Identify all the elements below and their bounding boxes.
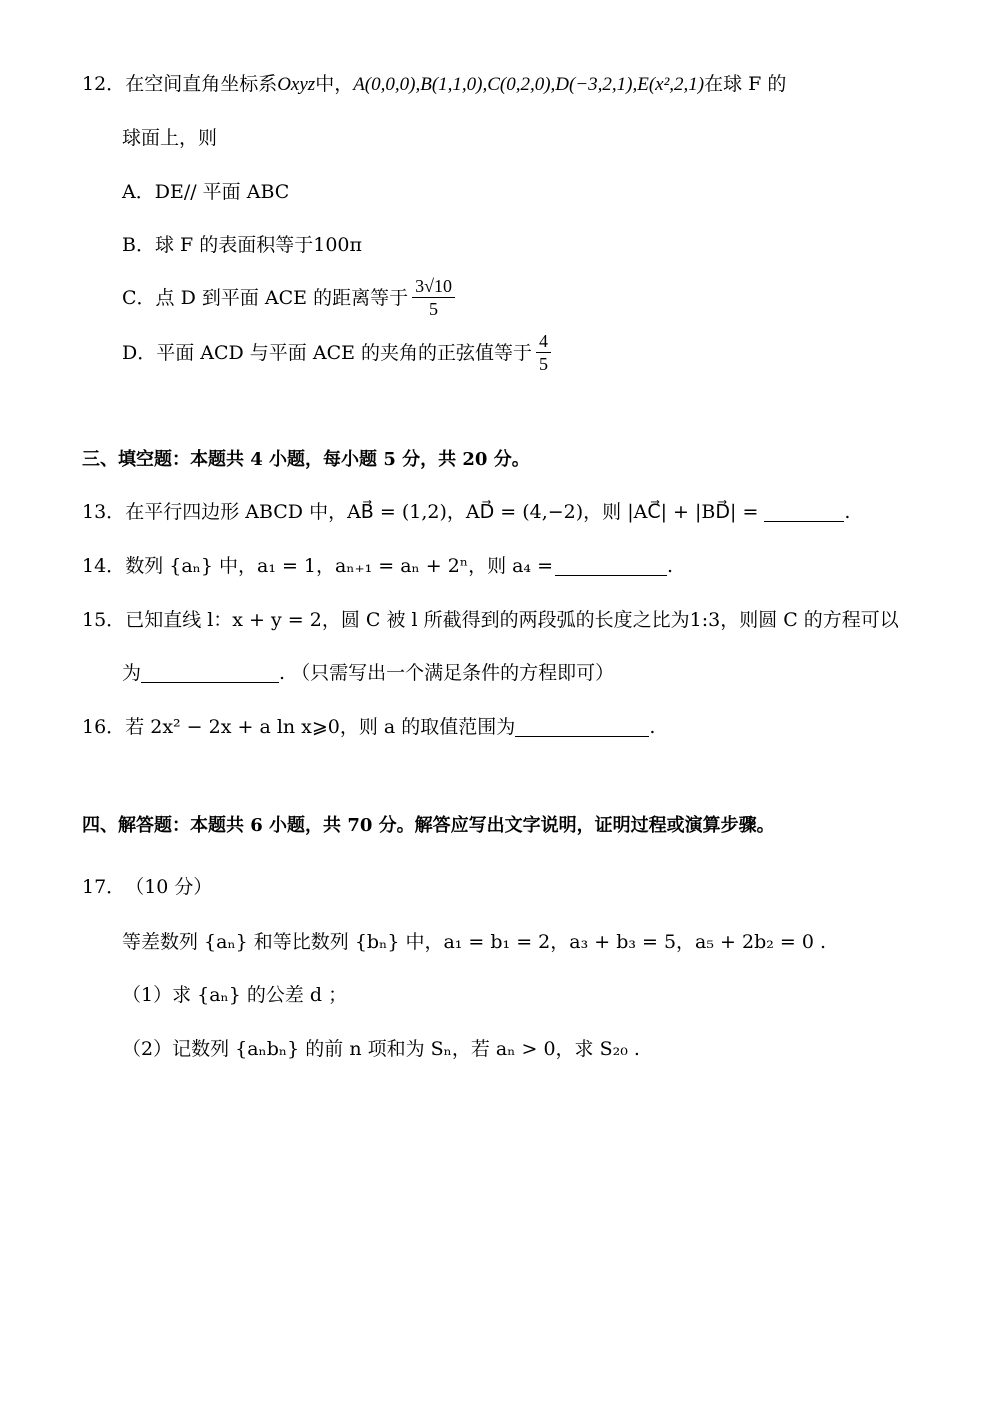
- q12-option-c-text: 点 D 到平面 ACE 的距离等于: [155, 286, 409, 309]
- q17-part1: （1）求 {aₙ} 的公差 d ；: [122, 983, 348, 1006]
- q12-option-d-denominator: 5: [539, 354, 549, 374]
- q13-line: [82, 498, 850, 526]
- q15-text-line2-post: . （只需写出一个满足条件的方程即可）: [279, 661, 615, 684]
- q12-option-b-text: 球 F 的表面积等于100π: [154, 233, 362, 256]
- q12-option-a-label: A．: [122, 180, 155, 203]
- q12-option-c-denominator: 5: [429, 299, 439, 319]
- q15-text-line1: 已知直线 l：x + y = 2，圆 C 被 l 所截得到的两段弧的长度之比为1:3，则圆 C 的方程可以: [125, 608, 899, 631]
- q13-end: .: [844, 500, 851, 523]
- q14-end: .: [667, 554, 674, 577]
- q12-coord-system: Oxyz: [277, 73, 316, 95]
- q15-number: 15．: [82, 608, 126, 631]
- q12-option-a: [122, 178, 289, 206]
- q16-number: 16．: [82, 715, 126, 738]
- q12-option-d-label: D．: [122, 341, 157, 364]
- q12-option-d-numerator: 4: [536, 332, 551, 353]
- q16-line: [82, 713, 655, 741]
- q17-score: （10 分）: [125, 875, 213, 898]
- q12-option-d-fraction: [536, 332, 551, 374]
- q16-text: 若 2x² − 2x + a ln x⩾0，则 a 的取值范围为: [125, 715, 516, 738]
- q17-number: 17．: [82, 875, 126, 898]
- q12-number: 12．: [82, 72, 126, 95]
- q12-text-mid: 中，: [315, 72, 354, 95]
- q15-text-line2-pre: 为: [122, 661, 142, 684]
- q12-option-c-label: C．: [122, 286, 156, 309]
- q14-answer-blank[interactable]: [555, 557, 667, 576]
- q12-option-b: [122, 231, 362, 259]
- q12-option-d: [122, 331, 555, 374]
- section-4-heading: 四、解答题：本题共 6 小题，共 70 分。解答应写出文字说明，证明过程或演算步骤。: [82, 815, 775, 836]
- q13-answer-blank[interactable]: [764, 503, 844, 522]
- q12-option-d-text: 平面 ACD 与平面 ACE 的夹角的正弦值等于: [156, 341, 533, 364]
- q14-number: 14．: [82, 554, 126, 577]
- q12-option-c-numerator: 3√10: [412, 277, 455, 298]
- q15-answer-blank[interactable]: [141, 664, 279, 683]
- q13-text: 在平行四边形 ABCD 中，AB⃗ = (1,2)，AD⃗ = (4,−2)，则 |AC⃗| + |BD⃗| =: [125, 500, 759, 523]
- section-3-heading: 三、填空题：本题共 4 小题，每小题 5 分，共 20 分。: [82, 449, 530, 470]
- q12-option-c-fraction: [412, 277, 455, 319]
- q15-line2: [122, 659, 614, 687]
- q12-line2: 球面上，则: [122, 126, 218, 149]
- q12-line1: [82, 70, 786, 98]
- q14-line: [82, 552, 673, 580]
- q12-option-a-text: DE// 平面 ABC: [154, 180, 290, 203]
- q13-number: 13．: [82, 500, 126, 523]
- q15-line1: [82, 606, 899, 634]
- q14-text: 数列 {aₙ} 中，a₁ = 1，aₙ₊₁ = aₙ + 2ⁿ，则 a₄ =: [125, 554, 554, 577]
- q12-points: A(0,0,0),B(1,1,0),C(0,2,0),D(−3,2,1),E(x²,2,1): [353, 73, 705, 95]
- q12-option-b-label: B．: [122, 233, 155, 256]
- q12-text-post: 在球 F 的: [704, 72, 787, 95]
- q17-stem: 等差数列 {aₙ} 和等比数列 {bₙ} 中，a₁ = b₁ = 2，a₃ + b₃ = 5，a₅ + 2b₂ = 0 .: [122, 930, 827, 953]
- q12-option-c: [122, 276, 459, 319]
- q17-part2: （2）记数列 {aₙbₙ} 的前 n 项和为 Sₙ，若 aₙ > 0，求 S₂₀ .: [122, 1037, 640, 1060]
- q17-header: [82, 873, 212, 901]
- q12-text-pre: 在空间直角坐标系: [125, 72, 278, 95]
- q16-end: .: [649, 715, 656, 738]
- q16-answer-blank[interactable]: [515, 718, 649, 737]
